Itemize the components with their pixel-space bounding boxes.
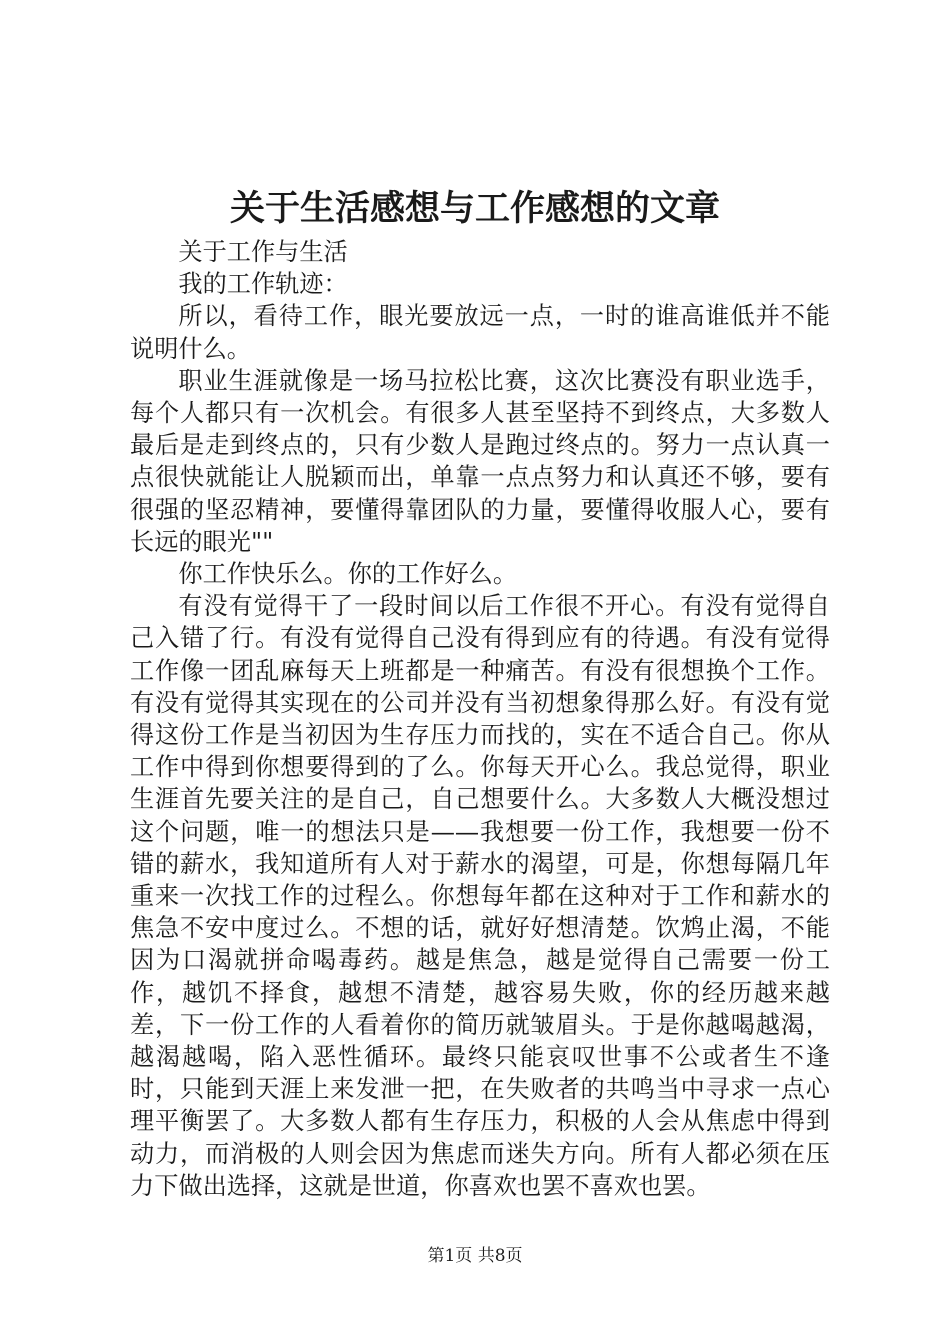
paragraph: 我的工作轨迹： xyxy=(178,270,348,299)
paragraph: 关于工作与生活 xyxy=(178,238,348,266)
paragraph: 有没有觉得干了一段时间以后工作很不开心。有没有觉得自己入错了行。有没有觉得自己没有得到应有的待遇。有没有觉得工作像一团乱麻每天上班都是一种痛苦。有没有很想换个工作。有没有觉得其实现在的公司并没有当初想象得那么好。有没有觉得这份工作是当初因为生存压力而找的，实在不适合自己。你从工作中得到你想要得到的了么。你每天开心么。我总觉得，职业生涯首先要关注的是自己，自己想要什么。大多数人大概没想过这个问题，唯一的想法只是——我想要一份工作，我想要一份不错的薪水，我知道所有人对于薪水的渴望，可是，你想每隔几年重来一次找工作的过程么。你想每年都在这种对于工作和薪水的焦急不安中度过么。不想的话，就好好想清楚。饮鸩止渴，不能因为口渴就拼命喝毒药。越是焦急，越是觉得自己需要一份工作，越饥不择食，越想不清楚，越容易失败，你的经历越来越差，下一份工作的人看着你的简历就皱眉头。于是你越喝越渴，越渴越喝，陷入恶性循环。最终只能哀叹世事不公或者生不逢时，只能到天涯上来发泄一把，在失败者的共鸣当中寻求一点心理平衡罢了。大多数人都有生存压力，积极的人会从焦虑中得到动力，而消极的人则会因为焦虑而迷失方向。所有人都必须在压力下做出选择，这就是世道，你喜欢也罢不喜欢也罢。 xyxy=(130,592,830,1200)
paragraph: 职业生涯就像是一场马拉松比赛，这次比赛没有职业选手，每个人都只有一次机会。有很多人甚至坚持不到终点，大多数人最后是走到终点的，只有少数人是跑过终点的。努力一点认真一点很快就能让人脱颖而出，单靠一点点努力和认真还不够，要有很强的坚忍精神，要懂得靠团队的力量，要懂得收服人心，要有长远的眼光"" xyxy=(130,366,830,556)
paragraph: 所以，看待工作，眼光要放远一点，一时的谁高谁低并不能说明什么。 xyxy=(130,302,830,363)
paragraph: 你工作快乐么。你的工作好么。 xyxy=(178,560,518,589)
page-number-footer: 第1页 共8页 xyxy=(427,1246,523,1266)
document-title: 关于生活感想与工作感想的文章 xyxy=(229,188,720,229)
document-body xyxy=(130,236,830,1202)
